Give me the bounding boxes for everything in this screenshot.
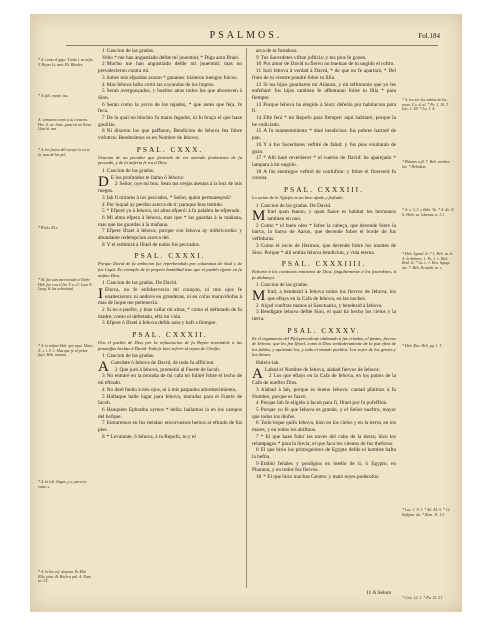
verse <box>252 169 396 182</box>
verse <box>98 75 242 82</box>
verse <box>98 88 242 101</box>
verse-text: Tus Sacerdotes viftan juftícia: y tus pios fe gozen. <box>260 54 367 61</box>
verse <box>98 434 242 441</box>
verse-number: 15 <box>256 128 262 135</box>
drop-cap: I <box>98 285 103 302</box>
verse-number: 8 <box>102 433 105 440</box>
verse <box>98 320 242 327</box>
verse-number: 1 <box>256 202 259 209</box>
verse-number: 2 <box>114 366 118 373</box>
verse <box>252 360 396 367</box>
margin-note: * Heb. ligand. Ir. * 1. Heb. tu. Ir. A. la ñmbres. 1. Ps. 1. e. Ibid. Real. Ir. * Lu. c. 1. Ren. ligage. tus. 7. Heb. Eratade. m. c. <box>402 252 454 271</box>
verse <box>252 400 396 407</box>
verse-number: 2 <box>268 373 272 380</box>
verse <box>252 68 396 81</box>
verse-number: 3 <box>256 386 259 393</box>
verse-number: 8 <box>256 447 259 454</box>
verse <box>252 434 396 447</box>
verse-text: No daré fueño à mis ojos, ni à mis parpados adormecimiento, <box>106 386 237 393</box>
verse-number: 1 <box>102 48 105 54</box>
verse-text: Si no e puefto, y hize callar mi alma, * como el deftetado de fu madre; como el deftetado, eftá mi vida. <box>98 307 242 320</box>
verse-number: 1 <box>256 282 259 289</box>
verse <box>252 115 396 128</box>
verse <box>98 48 242 55</box>
verse-number: 18 <box>256 168 262 175</box>
verse-text: * Efperé yo à Iehova, mi alma efperó: à fu palabra he efperado. <box>106 208 241 215</box>
catchword: 11 A Sehon <box>366 590 392 596</box>
verse <box>252 387 396 400</box>
column-divider <box>246 48 247 588</box>
verse-text: A fus enemigos veftiré de confufion: y fobre el florecerá fu corona. <box>252 168 396 182</box>
folio-number: Fol.184 <box>418 32 440 40</box>
verse-text: Seran avergonçados, y bueltos atras todos los que aborrecen à Sion. <box>98 88 242 101</box>
verse-number: 5 <box>102 208 105 215</box>
margin-note: * Plantas cofl. 7. Heb. arrebos los. * Hebidem. <box>402 160 450 169</box>
verse-number: 8 <box>102 128 105 135</box>
verse-text: A fu mantenimiento * daré bendicion: fus pobres hartaré de pan. <box>252 128 396 142</box>
drop-cap: M <box>252 208 266 225</box>
verse-number: 2 <box>256 302 259 309</box>
verse-number: 1 <box>102 280 105 287</box>
margin-note: * A. fuh. mano: tus. <box>38 94 69 98</box>
verse-text: Entraremos en fus tiendas: encorvarnos hemos al eftrado de fus pies. <box>98 420 242 434</box>
verse-text: Y à fus Sacerdotes veftiré de falud: y fus pios exultarán de gozo. <box>252 141 396 155</box>
drop-cap: A <box>252 365 263 382</box>
verse <box>98 181 242 194</box>
right-column <box>252 48 396 481</box>
verse-text: Como * el buen oleo * fobre la cabeça, que decende fobre la barva, la barva de Aaron, que decende fobre el borde de fus veftiduras. <box>252 222 396 243</box>
verse-number: 3 <box>102 74 105 81</box>
verse-text: Ehova, no fe enfobervecio mi coraçon, ni mis ojos fe enaltecieron: ni anduve en grandezas, ni en cofas maravillofas à mas de loque me pertenecia. <box>98 286 242 307</box>
verse-number: 1 <box>102 353 105 360</box>
verse-number: 6 <box>102 101 105 108</box>
verse-number: 7 <box>256 433 259 440</box>
psalm-argument: Exhorta à los continuos ministros de Dios, fingularmente à los facerdotes, â fu alabança. <box>252 269 396 280</box>
verse-text: Cancion de las gradas. <box>260 282 309 289</box>
verse-number: 10 <box>256 474 262 481</box>
margin-note: A. sornaron como a su corazon. Her. A. sir. Auto. gana en mi Nosa. Llan bi. ma. <box>38 118 92 132</box>
verse-text: Cancion de las gradas. De David. <box>260 202 332 209</box>
verse-text: * El que haze fubir las nuves del cabo de la tierra; hizo los relampagos * para la lluvia; el que faca los vientos de fus theforos. <box>252 433 396 447</box>
verse-text: Halelu-iah. <box>256 360 280 367</box>
psalm-heading: PSAL. CXXXI. <box>134 251 206 261</box>
drop-cap: M <box>252 288 266 305</box>
verse-number: 3 <box>102 194 105 201</box>
verse-number: 3 <box>256 309 259 316</box>
verse-number: 9 <box>256 460 259 467</box>
verse <box>252 461 396 474</box>
drop-cap: D <box>98 173 109 190</box>
margin-note: * A. la Lth. llagas, y a. para-ra vana. s. <box>38 480 87 489</box>
verse <box>98 215 242 228</box>
verse-number: 3 <box>102 320 105 327</box>
page-header <box>30 30 462 44</box>
verse-number: 3 <box>102 373 105 380</box>
verse-text: Haftaque halle lugar para Iehova, moradas para el Fuerte de Iacob. <box>98 393 242 407</box>
verse-text: Alçad vueftras manos al Sanctuario, y bendezid à Iehova. <box>260 302 383 309</box>
verse-number: 6 <box>102 406 105 413</box>
verse-number: 7 <box>102 115 105 122</box>
verse-text: El que hirio los primogenitos de Egypto defde el hombre hafta la beftia. <box>252 447 396 460</box>
verse-number: 5 <box>256 406 259 413</box>
verse <box>98 168 242 175</box>
verse-text: Iah fi mirares à los peccados, * Señor, quien permaneçerá? <box>106 194 232 201</box>
verse <box>98 61 242 74</box>
verse-number: 6 <box>256 420 259 427</box>
psalm-heading: PSAL. CXXXIII. <box>284 185 364 195</box>
verse-number: 12 <box>256 81 262 88</box>
verse <box>98 420 242 433</box>
verse-text: Sobre mis efpaldas araron * gananes: hizieron luengos fulcos. <box>106 74 238 81</box>
verse-text: Efpere ô Ifrael à Iehova defde aora y haft a fiempre. <box>106 320 217 327</box>
verse-text: Si tus hijos guardaren mi Alianza, y mi teftimonio que yo les enfeñaré: fus hijos tambien fe affentaran fobre tu filla * para fiempre. <box>252 81 396 101</box>
verse-number: 16 <box>256 141 262 148</box>
verse-text: Cancion de las gradas. <box>106 48 155 54</box>
psalm-argument: Ora el pueblo de Dios por la reftauracion de fu Reyno teniendole à las promeffas hechas â David. Todo fe hizo referir al reyno de Chrifto. <box>98 340 242 351</box>
margin-note: * M. fue aun ma enviado el Sabir. Heb. fue con el fin. Y a. s7. Luze E. Lueg. & las sobretitud. <box>38 278 93 292</box>
verse-text: * El que hirio muchas Gentes: y mató reyes poderofos. <box>263 474 380 481</box>
psalm-heading: PSAL. CXXXIIII. <box>281 259 367 269</box>
margin-note: * A. los frutos del cuerpo lo en te fo. tuas de las pel. <box>38 148 90 157</box>
margin-note: * A. como el gigo. Y.todo l. su sefio. Y. Reyes Lt. meo Eli. Rhodes. <box>38 58 94 67</box>
verse-text: Porque Iehova ha elegido à Sion: defeóla por habitacion para fi. <box>252 101 396 115</box>
verse-text: Serán como la yerva de los tejados, * que antes que fe(a, fe feca. <box>98 101 242 115</box>
verse-text: Embió feñales y prodigios en medio de ti, ô Egypto, en Pharaon, y en todos fus fiervos. <box>252 460 396 474</box>
verse-number: 3 <box>256 242 259 249</box>
verse-text: Cancion de las gradas. De David. <box>106 280 178 287</box>
verse-number: 2 <box>102 61 105 68</box>
verse-number: 6 <box>102 214 105 221</box>
header-rule <box>66 45 438 46</box>
verse-number: 4 <box>102 386 105 393</box>
verse-text: Y el redimirá à Ifrael de todos fus peccados. <box>106 241 201 248</box>
verse-text: Mi alma efpera à Iehova, mas que * las guardas à la mañana, mas que las guardas à la mañana. <box>98 214 242 228</box>
psalm-argument: Oracion de un pecador que faviendo de ver aziendo fentimiento de fu peccado, y de fu miferia fe ira â Dios. <box>98 154 242 166</box>
verse-text: Cuerdate ô Iehova de David, de toda fu afflicion. <box>110 360 215 367</box>
verse-text: Porque Iah fe eligido à Iacob para fi, Ifrael por fu pofeffion. <box>260 400 388 407</box>
verse-number: 2 <box>114 181 118 188</box>
verse-text: Alabad à Iah, porque es bueno Iehova: cantad pfalmos à fu Nombre, porque es fuave. <box>252 386 396 400</box>
psalm-argument: Es el argumento del Pfal.precedente alabando à fus criados, el fantos, fiervos de Iehova: que les fon Ifrael, como à Dios verdaderamente de la paz eftos de los faldos, y apartado los, y todo el mundo pueblos. Los reyes de los gentes y los dioses. <box>252 335 396 358</box>
verse-number: 13 <box>256 101 262 108</box>
verse-text: No entraré en la morada de mi cafa no fubiré fobre el lecho de mi eftrado. <box>98 373 242 387</box>
verse <box>252 373 396 386</box>
psalm-heading: PSAL. CXXXII. <box>132 330 208 340</box>
verse <box>252 223 396 243</box>
verse <box>98 407 242 420</box>
verse <box>252 447 396 460</box>
verse-number: 4 <box>102 81 105 88</box>
verse-text: Señor, oye mi boz. Sean tus orejas atentas à la boz de mis ruegos. <box>98 181 242 195</box>
verse <box>252 48 396 55</box>
verse-text: Porque yo fé que Iehova es grande, y el Señor nueftro, mayor que todos los diofes. <box>252 406 396 420</box>
verse <box>98 387 242 394</box>
verse-text: De la qual no hinchio fu mano fegador, ni fu braço el que haze gauillas. <box>98 115 242 128</box>
verse <box>252 142 396 155</box>
verse-number: 9 <box>256 54 259 61</box>
verse <box>252 420 396 433</box>
verse-text: Cancion de las gradas. <box>106 353 155 360</box>
verse-number: 5 <box>102 393 105 400</box>
verse-text: Ni dixeron los que paffaron, Bendicion de Iehova fea fobre vofotros: Bendezimos os en Nombre de Iehova. <box>98 128 242 142</box>
verse-with-initial <box>98 287 242 307</box>
verse-number: 1 <box>102 168 105 175</box>
verse-text: Cancion de las gradas. <box>106 168 155 175</box>
verse-number: 7 <box>102 228 105 235</box>
verse-number: 14 <box>256 115 262 122</box>
verse <box>98 208 242 215</box>
margin-note: * Psal.s 45.s <box>38 226 58 230</box>
verse-text: Heaquien Ephratha oymos * della: hallamos la en los campos del bofque. <box>98 406 242 420</box>
verse-text: * Alli haré reverdecer * el cuerno de David: he aparejado * lampara à mi ungido. <box>252 155 396 168</box>
verse <box>98 195 242 202</box>
verse <box>98 394 242 407</box>
verse-text: arca de tu fortaleza. <box>256 48 298 54</box>
verse-number: 4 <box>256 400 259 407</box>
verse-number: 17 <box>256 155 262 162</box>
psalm-argument: La union de la Yglefia es un bien ufado y fieftado. <box>252 195 344 201</box>
verse <box>252 82 396 102</box>
verse-number: 10 <box>256 61 262 68</box>
verse-text: Como el rocio de Hermon, que decende fobre los montes de Sion. Porque * alli embia Iehova bendicion, y vida eterna. <box>252 242 396 256</box>
verse <box>252 243 396 256</box>
verse-text: Mas Iehova Iufto cortó las coyundas de los impios. <box>106 81 215 88</box>
verse-text: Efpere Ifrael à Iehova, porque con Iehova ay mifericordia: y abundante redempcion acerca del. <box>98 228 242 242</box>
verse-text: Por amor de David tu fiervo no bueluas de tu ungido el roftro. <box>263 61 395 68</box>
verse <box>98 280 242 287</box>
book-page <box>30 14 462 612</box>
verse-number: 2 <box>102 307 105 314</box>
verse <box>98 128 242 141</box>
running-title: PSALMOS. <box>209 30 283 41</box>
verse <box>252 155 396 168</box>
verse <box>252 309 396 322</box>
verse-number: 11 <box>256 68 262 75</box>
verse-text: * Levantate, ô Iehova, à tu Repofo, tu y el <box>106 433 196 440</box>
verse-with-initial <box>252 288 396 305</box>
verse-text: Vebo * me han angustiado defde mi juuentud, * Diga aora Ifrael. <box>102 54 240 61</box>
verse <box>98 82 242 89</box>
margin-note: * Luc. 1. 9. 1. * 40. 44. 5. * 12. Enftpan. da. * Rom. 11. 13. <box>402 508 451 517</box>
verse-text: Mucho me han angustiado defde mi juuentud: mas no prevalecieron contra mi. <box>98 61 242 75</box>
verse-text: Iuró Iehova â verdad à David, * de que no fe apartará, * Del fruto de tu vientre pondré fobre tu filla. <box>252 68 396 81</box>
verse-text: Irad quan bueno, y quan fuave es habitar los hermanos tambien en uno. <box>267 209 396 223</box>
verse <box>98 228 242 241</box>
margin-note: * A. lo mifmo Heb. que apui. Maru. A. s. t. 4. 1. Mas que fo al pobre fuyo. Heb. miarou. <box>38 344 94 358</box>
verse-number: 8 <box>102 241 105 248</box>
verse-text: Todo loque quifo Iehova, hizo en los cielos y en la tierra, en los mares, y en todos los abifmos. <box>252 420 396 434</box>
margin-note: * A. lo las cof. depana. Es Ella Ella. pino. B. Hech-a pal. A. Num. zo. 33. <box>38 570 92 584</box>
verse <box>252 474 396 481</box>
drop-cap: A <box>98 359 109 376</box>
verse-with-initial <box>252 208 396 225</box>
verse <box>252 407 396 420</box>
left-column <box>98 48 242 441</box>
psalm-heading: PSAL. CXXX. <box>136 144 204 154</box>
verse <box>252 128 396 141</box>
margin-note: * Heb. Rea. Heb. pg. 1. 5. <box>402 344 443 348</box>
verse-text: E los profundos te llamo ô Iehova: <box>110 174 185 181</box>
margin-note: * A. los ser. los sabios de los reyes. Co. d. al. * Pe. 1. 10. T. Luc. 1. 69. * Lu. 1. 4. <box>402 98 449 112</box>
psalm-argument: Porque David de fu ambicion fue reprehendido por calumnias de Saul y de fus Capit. En exemplo de fu proprio humildad trae que el pueblo efpere en fu mifmo Dios. <box>98 261 242 278</box>
verse-text: Por loqual ay perdon acerca de ti: paraque feas temido. <box>106 201 224 208</box>
verse-number: 4 <box>102 201 105 208</box>
verse-number: 7 <box>102 420 105 427</box>
verse <box>98 307 242 320</box>
verse-text: Irad, a bendezid à Iehova todos los fiervos de Iehova, los que eftays en la Cafa de Iehova, en las noches. <box>267 289 396 302</box>
verse <box>98 242 242 249</box>
verse-number: 5 <box>102 88 105 95</box>
verse-text: Que juró à Iehova, prometió al Fuerte de Iacob. <box>119 366 221 373</box>
verse <box>98 373 242 386</box>
verse-number: 2 <box>256 222 259 229</box>
verse-text: Efte ferá * mi Repofo para fiempre: aqui habitaré, porque la he codiciado. <box>252 115 396 128</box>
verse <box>98 115 242 128</box>
psalm-heading: PSAL. CXXXV. <box>287 325 361 335</box>
verse-text: Los que eftays en la Cafa de Iehova, en los patios de la Cafa de nueftro Dios. <box>252 373 396 387</box>
verse-text: Labad el Nombre de Iehova, alabad fiervos de Iehova: <box>264 366 380 373</box>
verse <box>252 102 396 115</box>
margin-note: * A. s. 3. 3. y Ilder. Tu. * A. do. N. li. Hebr. su. Ldamas. a. 1.1. <box>402 208 455 217</box>
verse-text: Bendigate Iehova defde Sion, el qual ha hecho los cielos y la tierra. <box>252 309 396 322</box>
verse <box>98 102 242 115</box>
margin-note: * Gon. 12. 1. * Pu. 13. 21. <box>402 596 444 600</box>
